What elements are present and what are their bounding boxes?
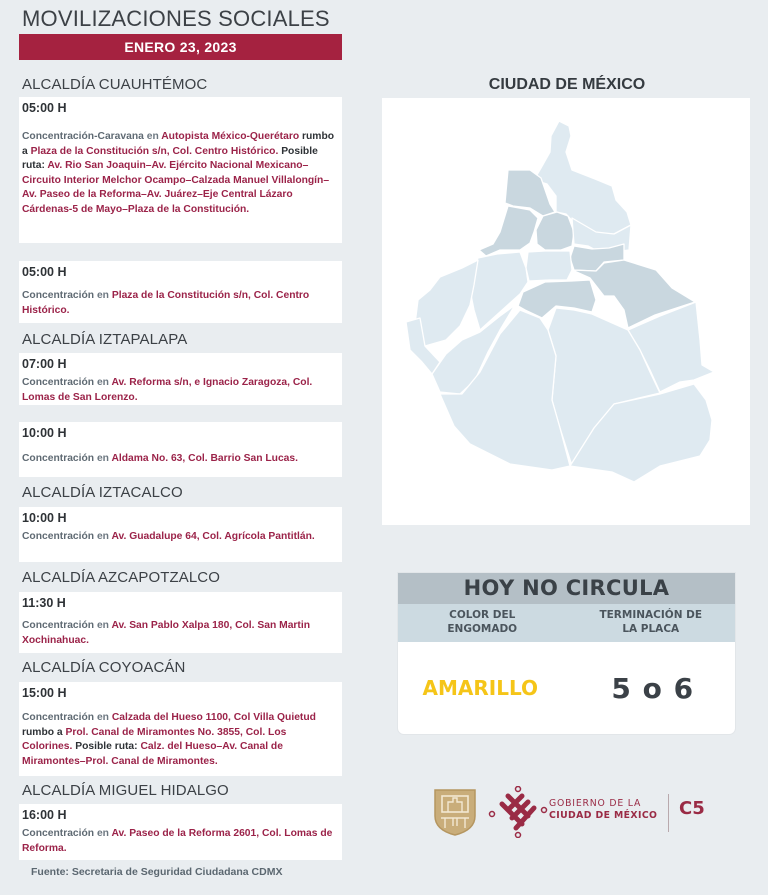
event-description [22, 289, 339, 318]
event-card [19, 261, 342, 323]
map-region-cuauhtemoc [536, 212, 574, 250]
map-region-cuajimalpa [415, 260, 478, 346]
connector-text: en [94, 453, 112, 464]
connector-text: Posible ruta: [72, 741, 141, 752]
location-text: Av. Guadalupe 64, Col. Agrícola Pantitlán. [111, 531, 315, 542]
col-placa-header [567, 604, 736, 642]
source-note: Fuente: Secretaria de Seguridad Ciudadana CDMX [31, 866, 283, 878]
event-description [22, 827, 339, 856]
event-type: Concentración [22, 377, 95, 388]
plate-ending-value: 5 o 6 [611, 671, 695, 705]
event-card [19, 592, 342, 653]
location-text: Calz. del Hueso–Av. Canal de Miramontes–Prol. Canal de Miramontes. [22, 741, 283, 767]
event-time: 11:30 H [22, 596, 66, 610]
col-engomado-header [398, 604, 567, 642]
event-time: 05:00 H [22, 265, 67, 279]
location-text: Prol. Canal de Miramontes No. 3855, Col. Los Colorines. [22, 726, 287, 752]
c5-logo: C5 [679, 798, 705, 819]
event-description [22, 619, 339, 648]
event-type: Concentración [22, 620, 95, 631]
location-text: Plaza de la Constitución s/n, Col. Centro Histórico. [22, 290, 310, 316]
cdmx-map-svg [382, 98, 750, 525]
placa-label: TERMINACIÓN DE LA PLACA [599, 609, 703, 635]
hoy-no-circula-values [398, 642, 735, 734]
connector-text: en [94, 531, 112, 542]
event-type: Concentración-Caravana [22, 131, 144, 142]
alcaldia-heading: ALCALDÍA IZTAPALAPA [22, 331, 188, 348]
location-text: Plaza de la Constitución s/n, Col. Centro Histórico. [30, 145, 279, 157]
engomado-color-value: AMARILLO [422, 676, 538, 700]
location-text: Calzada del Hueso 1100, Col Villa Quietud [111, 712, 316, 723]
event-type: Concentración [22, 290, 95, 301]
location-text: Av. San Pablo Xalpa 180, Col. San Martin Xochinahuac. [22, 620, 311, 646]
event-type: Concentración [22, 712, 95, 723]
cdmx-map [382, 98, 750, 525]
date-banner: ENERO 23, 2023 [19, 34, 342, 60]
event-type: Concentración [22, 453, 95, 464]
event-description [22, 711, 339, 769]
connector-text: en [94, 290, 112, 301]
event-card [19, 97, 342, 243]
gov-line-1: GOBIERNO DE LA [549, 798, 642, 809]
location-text: Av. Rio San Joaquin–Av. Ejército Nacional Mexicano–Circuito Interior Melchor Ocampo–Calzada Manuel Villalongín–Av. Paseo de la Reforma–Av. Juárez–Eje Central Lázaro Cárdenas-5 de Mayo–Plaza de la Constitución. [22, 160, 330, 215]
hoy-no-circula-subheader [398, 604, 735, 642]
cdmx-coat-of-arms-icon [433, 788, 477, 836]
location-text: Av. Reforma s/n, e Ignacio Zaragoza, Col. Lomas de San Lorenzo. [22, 377, 313, 403]
event-type: Concentración [22, 531, 95, 542]
event-description [22, 452, 339, 467]
event-card [19, 353, 342, 405]
event-card [19, 804, 342, 860]
engomado-label: COLOR DEL ENGOMADO [447, 609, 518, 635]
connector-text: Posible ruta: [22, 145, 318, 171]
alcaldia-heading: ALCALDÍA AZCAPOTZALCO [22, 569, 220, 586]
gov-line-2: CIUDAD DE MÉXICO [549, 810, 658, 821]
connector-text: rumbo a [22, 726, 66, 738]
hoy-no-circula-panel [398, 573, 735, 734]
event-description [22, 530, 339, 545]
event-card [19, 682, 342, 776]
government-wordmark [549, 798, 657, 822]
event-time: 15:00 H [22, 686, 67, 700]
event-time: 16:00 H [22, 808, 67, 822]
event-type: Concentración [22, 828, 95, 839]
map-title: CIUDAD DE MÉXICO [488, 76, 646, 93]
connector-text: en [94, 620, 112, 631]
logo-divider [668, 794, 669, 832]
location-text: Autopista México-Querétaro [161, 131, 300, 142]
event-description [22, 376, 339, 405]
connector-text: en [94, 712, 112, 723]
event-description [22, 130, 339, 217]
event-time: 10:00 H [22, 511, 67, 525]
footer-logos [433, 786, 723, 838]
event-time: 10:00 H [22, 426, 67, 440]
event-card [19, 422, 342, 477]
connector-text: en [94, 828, 112, 839]
alcaldia-heading: ALCALDÍA MIGUEL HIDALGO [22, 782, 229, 799]
connector-text: en [94, 377, 112, 388]
map-region-miguel-hidalgo [479, 206, 538, 256]
event-time: 07:00 H [22, 357, 67, 371]
connector-text: rumbo a [22, 131, 335, 157]
map-region-benito-juarez [526, 251, 572, 281]
hoy-no-circula-title: HOY NO CIRCULA [398, 573, 735, 604]
alcaldia-heading: ALCALDÍA CUAUHTÉMOC [22, 76, 208, 93]
location-text: Av. Paseo de la Reforma 2601, Col. Lomas de Reforma. [22, 828, 333, 854]
event-card [19, 507, 342, 562]
alcaldia-heading: ALCALDÍA COYOACÁN [22, 659, 186, 676]
cdmx-government-logo-icon [488, 786, 548, 838]
alcaldia-heading: ALCALDÍA IZTACALCO [22, 484, 183, 501]
event-time: 05:00 H [22, 101, 67, 115]
page-title: MOVILIZACIONES SOCIALES [22, 6, 330, 31]
connector-text: en [143, 131, 162, 142]
location-text: Aldama No. 63, Col. Barrio San Lucas. [111, 453, 298, 464]
